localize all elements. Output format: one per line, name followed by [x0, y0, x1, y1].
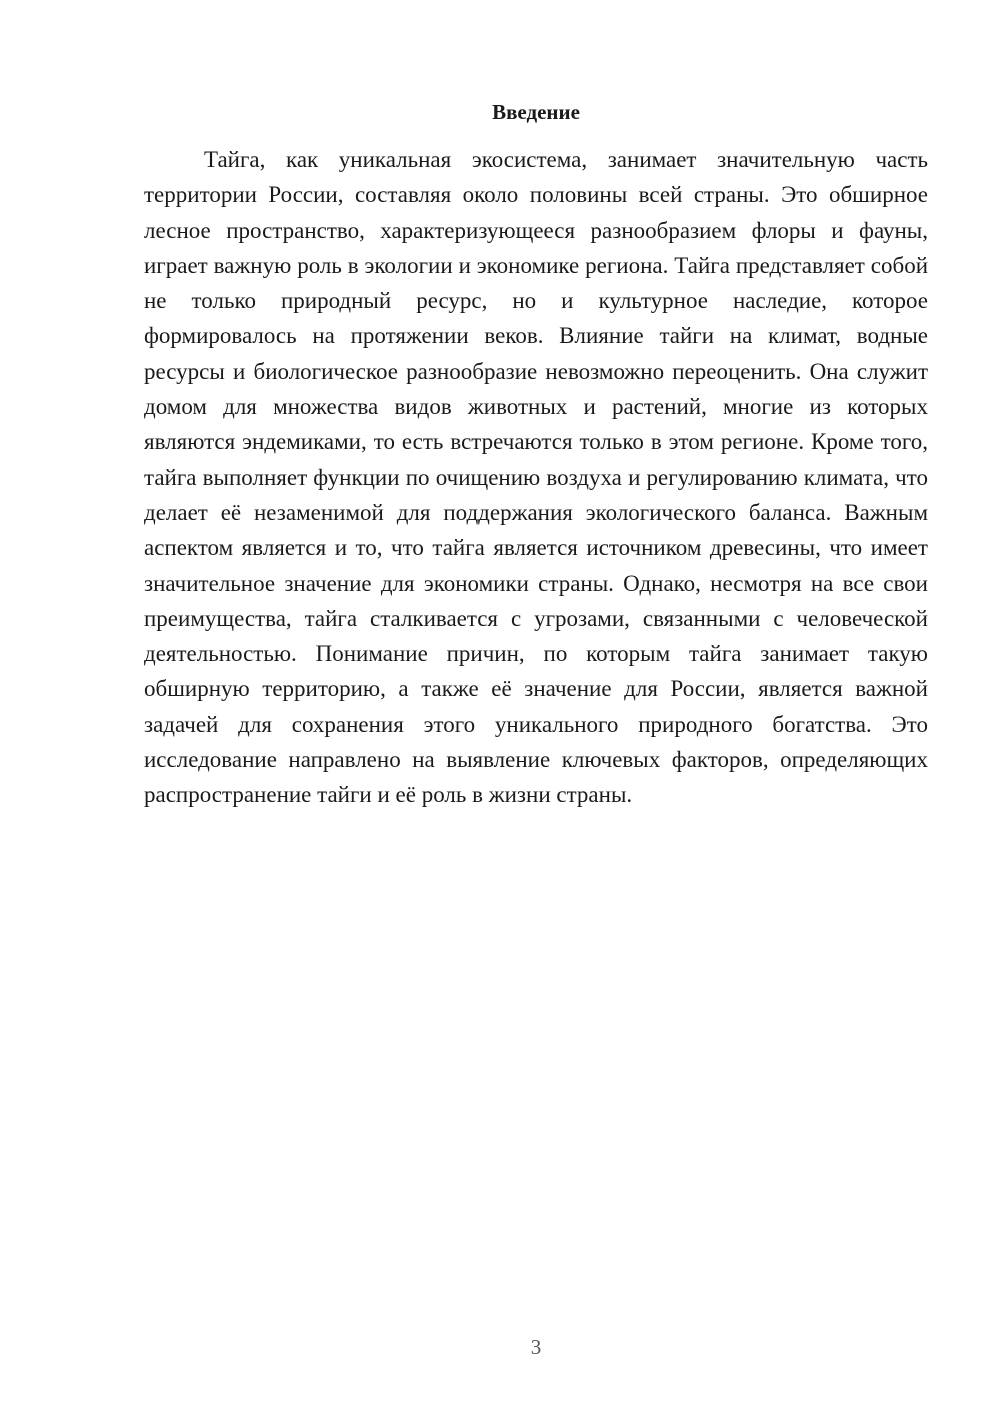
- body-paragraph: Тайга, как уникальная экосистема, занимает значительную часть территории России, составляя около половины всей страны. Это обширное лесное пространство, характеризующееся разнообразием флоры и фауны, играет важную роль в экологии и экономике региона. Тайга представляет собой не только природный ресурс, но и культурное наследие, которое формировалось на протяжении веков. Влияние тайги на климат, водные ресурсы и биологическое разнообразие невозможно переоценить. Она служит домом для множества видов животных и растений, многие из которых являются эндемиками, то есть встречаются только в этом регионе. Кроме того, тайга выполняет функции по очищению воздуха и регулированию климата, что делает её незаменимой для поддержания экологического баланса. Важным аспектом является и то, что тайга является источником древесины, что имеет значительное значение для экономики страны. Однако, несмотря на все свои преимущества, тайга сталкивается с угрозами, связанными с человеческой деятельностью. Понимание причин, по которым тайга занимает такую обширную территорию, а также её значение для России, является важной задачей для сохранения этого уникального природного богатства. Это исследование направлено на выявление ключевых факторов, определяющих распространение тайги и её роль в жизни страны.: [144, 147, 928, 808]
- section-heading: Введение: [492, 100, 580, 124]
- page-number: 3: [530, 1335, 542, 1359]
